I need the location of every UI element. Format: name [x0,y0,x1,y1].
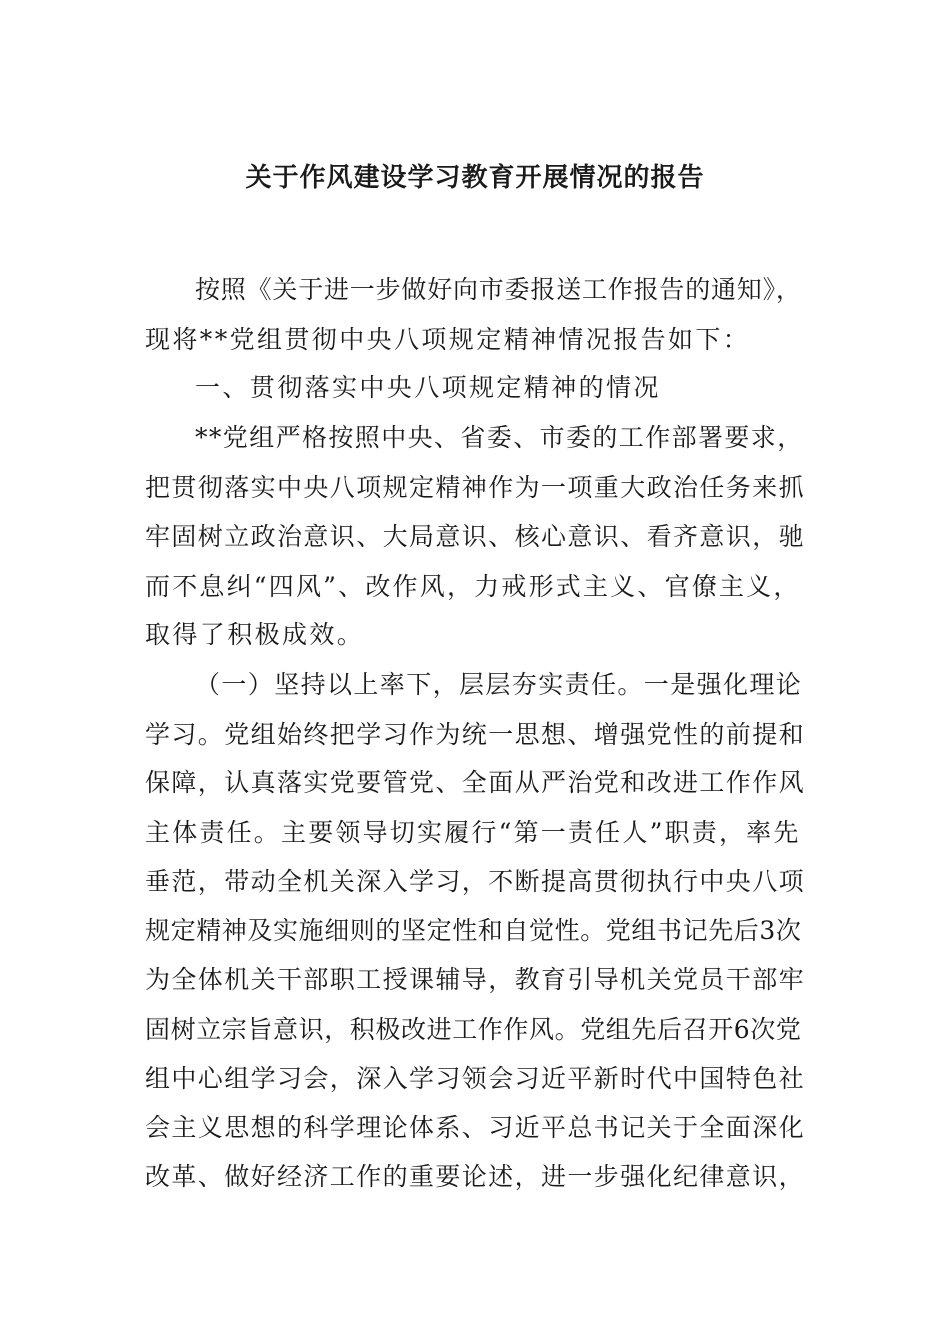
text-line: 为全体机关干部职工授课辅导，教育引导机关党员干部牢 [145,965,806,994]
text-line: 现将**党组贯彻中央八项规定精神情况报告如下： [145,325,751,354]
text-line: 垂范，带动全机关深入学习，不断提高贯彻执行中央八项 [145,867,806,896]
text-line: 按照《关于进一步做好向市委报送工作报告的通知》， [195,275,802,304]
text-line: 主体责任。主要领导切实履行“第一责任人”职责，率先 [145,818,801,847]
section-heading: 一、贯彻落实中央八项规定精神的情况 [195,373,661,402]
text-line: 把贯彻落实中央八项规定精神作为一项重大政治任务来抓 [145,473,806,502]
text-line: 学习。党组始终把学习作为统一思想、增强党性的前提和 [145,720,806,749]
text-line: **党组严格按照中央、省委、市委的工作部署要求， [195,423,804,452]
text-line: 而不息纠“四风”、改作风，力戒形式主义、官僚主义， [145,572,801,601]
text-line: 会主义思想的科学理论体系、习近平总书记关于全面深化 [145,1113,806,1142]
text-line: 保障，认真落实党要管党、全面从严治党和改进工作作风 [145,768,806,797]
text-line: 规定精神及实施细则的坚定性和自觉性。党组书记先后3次 [145,916,802,945]
text-line: 组中心组学习会，深入学习领会习近平新时代中国特色社 [145,1064,806,1093]
text-line: 牢固树立政治意识、大局意识、核心意识、看齐意识，驰 [145,522,806,551]
text-line: 固树立宗旨意识，积极改进工作作风。党组先后召开6次党 [145,1015,802,1044]
text-line: 改革、做好经济工作的重要论述，进一步强化纪律意识， [145,1162,806,1191]
subsection-heading: （一）坚持以上率下，层层夯实责任。一是强化理论 [195,670,803,699]
text-line: 取得了积极成效。 [145,620,365,649]
document-title: 关于作风建设学习教育开展情况的报告 [245,163,705,193]
